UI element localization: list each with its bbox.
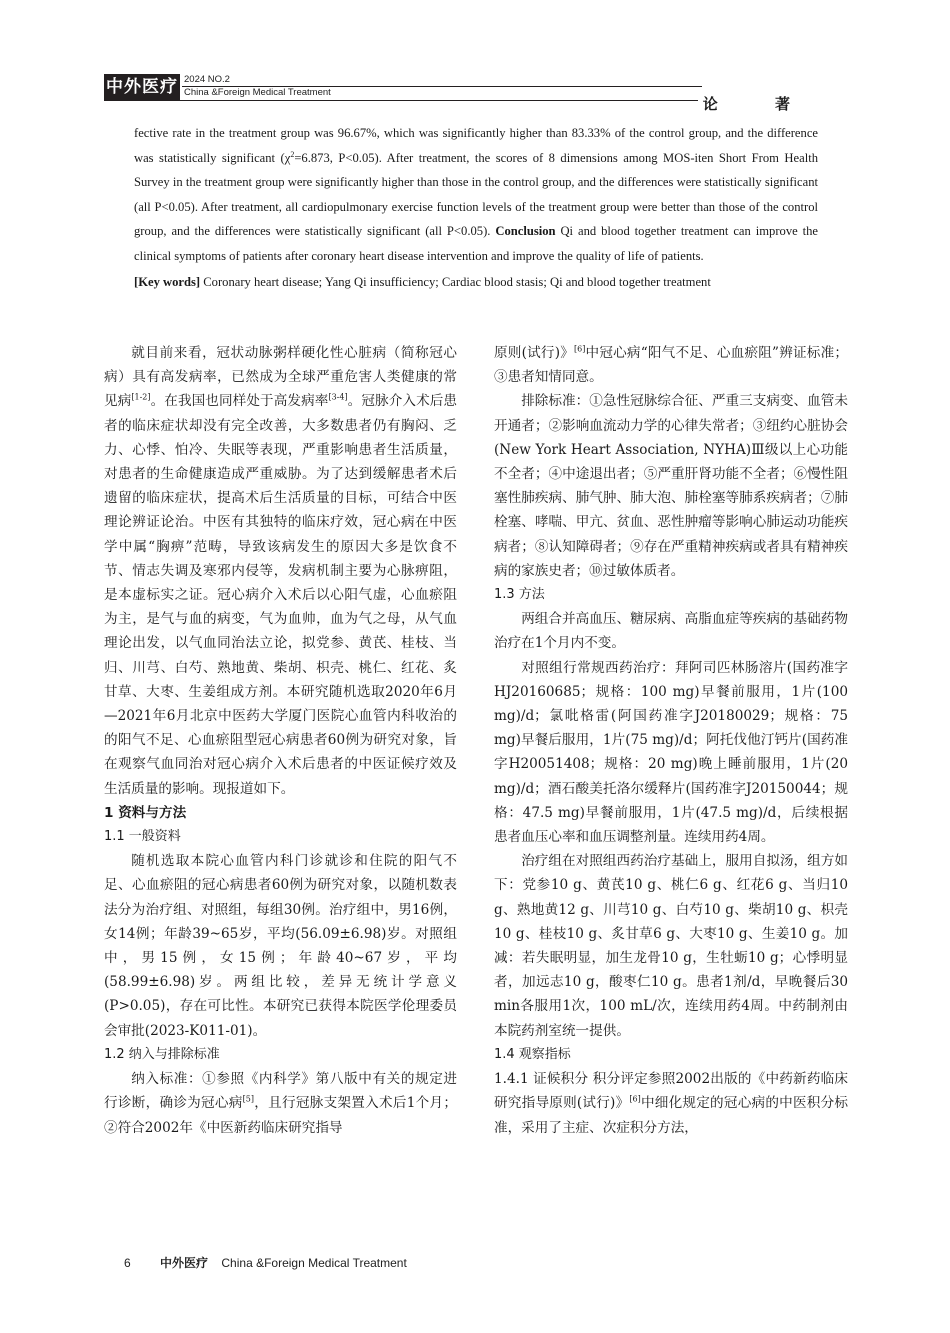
- inclusion-continued: 原则(试行)》[6]中冠心病“阳气不足、心血瘀阻”辨证标准；③患者知情同意。: [494, 344, 848, 386]
- heading-criteria: 1.2 纳入与排除标准: [104, 1046, 220, 1062]
- treatment-group-paragraph: 治疗组在对照组西药治疗基础上，服用自拟汤，组方如下：党参10 g、黄芪10 g、桃仁6 g、红花6 g、当归10 g、熟地黄12 g、川芎10 g、白芍10 g、柴胡10 g、枳壳10 g、桂枝10 g、炙甘草6 g、大枣10 g、生姜10 g。加减：若失眠明显，加生龙骨10 g，生牡蛎10 g；心悸明显者，加远志10 g，酸枣仁10 g。患者1剂/d，早晚餐后30 min各服用1次，100 mL/次，连续用药4周。中药制剂由本院药剂室统一提供。: [494, 853, 848, 1039]
- footer-journal-en: China &Foreign Medical Treatment: [221, 1256, 407, 1270]
- abstract-results: fective rate in the treatment group was 96.67%, which was significantly higher than 83.33% of the control group, and the difference was statistically significant ($\chi^2=6.873$, P<0.05). After treatment, the scores of 8 dimensions among MOS-iten Short From Health Survey in the treatment group were significantly higher than those in the control group, and the differences were statistically significant (all P<0.05). After treatment, all cardiopulmonary exercise function levels of the treatment group were better than those of the control group, and the differences were statistically significant (all P<0.05). Conclusion Qi and blood together treatment can improve the clinical symptoms of patients after coronary heart disease intervention and improve the quality of life of patients.: [134, 126, 819, 263]
- left-column: [104, 341, 457, 1140]
- heading-observation: 1.4 观察指标: [494, 1046, 571, 1062]
- heading-general-data: 1.1 一般资料: [104, 829, 181, 845]
- right-column: [494, 341, 848, 1140]
- exclusion-paragraph: 排除标准：①急性冠脉综合征、严重三支病变、血管未开通者；②影响血流动力学的心律失常者；③纽约心脏协会(New York Heart Association, NYHA)Ⅲ级以上心功能不全者；④中途退出者；⑤严重肝肾功能不全者；⑥慢性阻塞性肺疾病、肺气肿、肺大泡、肺栓塞等肺系疾病者；⑦肺栓塞、哮喘、甲亢、贫血、恶性肿瘤等影响心肺运动功能疾病者；⑧认知障碍者；⑨存在严重精神疾病或者具有精神疾病的家族史者；⑩过敏体质者。: [494, 393, 848, 579]
- footer-journal-cn: 中外医疗: [160, 1256, 209, 1270]
- intro-paragraph: 就目前来看，冠状动脉粥样硬化性心脏病（简称冠心病）具有高发病率，已然成为全球严重危害人类健康的常见病[1-2]。在我国也同样处于高发病率[3-4]。冠脉介入术后患者的临床症状却没有完全改善，大多数患者仍有胸闷、乏力、心悸、怕冷、失眠等表现，严重影响患者生活质量，对患者的生命健康造成严重威胁。为了达到缓解患者术后遗留的临床症状，提高术后生活质量的目标，可结合中医理论辨证论治。中医有其独特的临床疗效，冠心病在中医学中属“胸痹”范畴，导致该病发生的原因大多是饮食不节、情志失调及寒邪内侵等，发病机制主要为心脉痹阻，是本虚标实之证。冠心病介入术后以心阳气虚，心血瘀阻为主，是气与血的病变，气为血帅，血为气之母，从气血理论出发，以气血同治法立论，拟党参、黄芪、桂枝、当归、川芎、白芍、熟地黄、柴胡、枳壳、桃仁、红花、炙甘草、大枣、生姜组成方剂。本研究随机选取2020年6月—2021年6月北京中医药大学厦门医院心血管内科收治的的阳气不足、心血瘀阻型冠心病患者60例为研究对象，旨在观察气血同治对冠心病介入术后患者的中医证候疗效及生活质量的影响。现报道如下。: [104, 345, 458, 797]
- page-number: 6: [124, 1256, 131, 1270]
- header-rule: [104, 100, 698, 101]
- control-group-paragraph: 对照组行常规西药治疗：拜阿司匹林肠溶片(国药准字HJ20160685；规格：100 mg)早餐前服用，1片(100 mg)/d；氯吡格雷(阿国药准字J20180029；规格：75 mg)早餐后服用，1片(75 mg)/d；阿托伐他汀钙片(国药准字H20051408；规格：20 mg)晚上睡前服用，1片(20 mg)/d；酒石酸美托洛尔缓释片(国药准字J20150044；规格：47.5 mg)早餐前服用，1片(47.5 mg)/d，后续根据患者血压心率和血压调整剂量。连续用药4周。: [494, 659, 848, 846]
- page-footer: [124, 1254, 407, 1271]
- general-data-paragraph: 随机选取本院心血管内科门诊就诊和住院的阳气不足、心血瘀阻的冠心病患者60例为研究对象，以随机数表法分为治疗组、对照组，每组30例。治疗组中，男16例，女14例；年龄39~65岁，平均(56.09±6.98)岁。对照组中，男15例，女15例；年龄40~67岁，平均(58.99±6.98)岁。两组比较，差异无统计学意义(P>0.05)，存在可比性。本研究已获得本院医学伦理委员会审批(2023-K011-01)。: [104, 853, 457, 1039]
- keywords: [Key words] Coronary heart disease; Yang Qi insufficiency; Cardiac blood stasis; Qi and blood together treatment: [134, 274, 711, 289]
- baseline-drug-paragraph: 两组合并高血压、糖尿病、高脂血症等疾病的基础药物治疗在1个月内不变。: [494, 611, 848, 652]
- heading-method: 1.3 方法: [494, 587, 545, 603]
- section-label: 论 著: [702, 95, 816, 113]
- abstract-block: [134, 121, 818, 294]
- journal-logo: 中外医疗: [104, 74, 180, 100]
- keywords-label: [Key words]: [134, 274, 201, 289]
- heading-methods: 1 资料与方法: [104, 804, 187, 821]
- journal-name-en: China &Foreign Medical Treatment: [184, 87, 331, 98]
- conclusion-label: Conclusion: [495, 224, 556, 239]
- year-issue: 2024 NO.2: [184, 74, 230, 85]
- inclusion-paragraph: 纳入标准：①参照《内科学》第八版中有关的规定进行诊断，确诊为冠心病[5]，且行冠脉支架置入术后1个月；②符合2002年《中医新药临床研究指导: [104, 1071, 457, 1136]
- syndrome-score-paragraph: 1.4.1 证候积分 积分评定参照2002出版的《中药新药临床研究指导原则(试行)》[6]中细化规定的冠心病的中医积分标准，采用了主症、次症积分方法，: [494, 1071, 848, 1136]
- running-header: [104, 66, 816, 116]
